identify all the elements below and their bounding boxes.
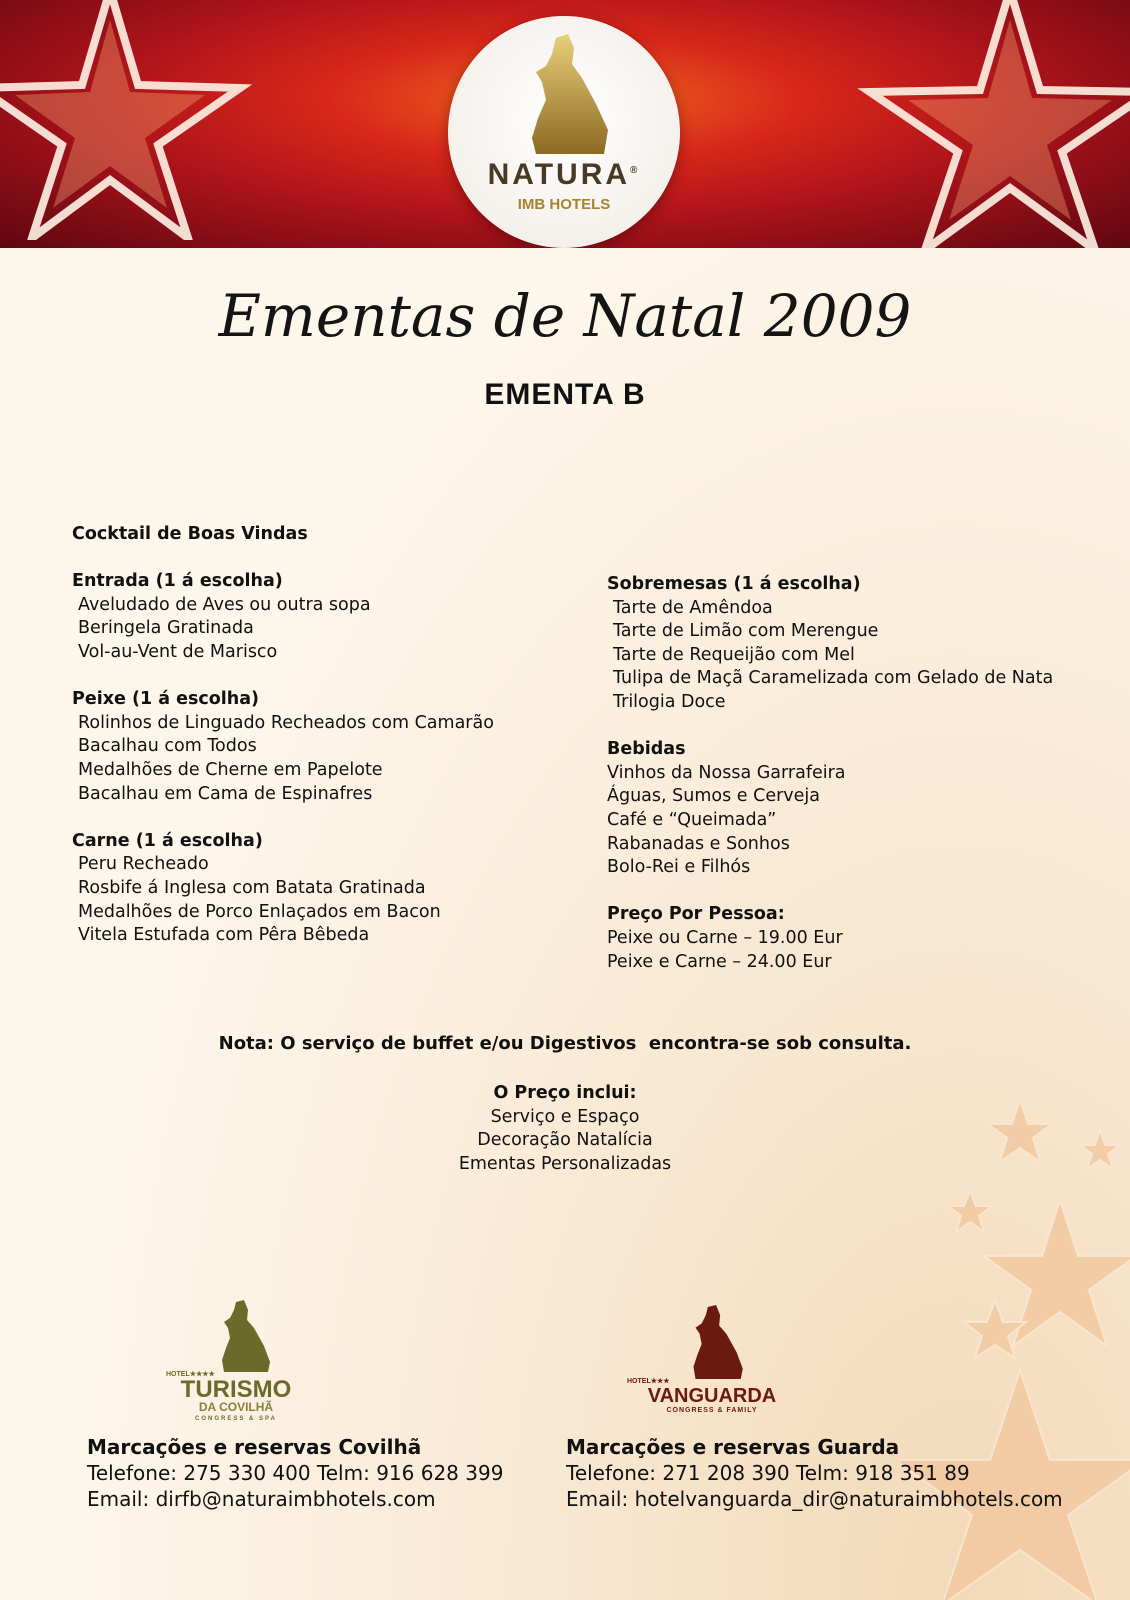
- menu-item: Aveludado de Aves ou outra sopa: [78, 594, 371, 615]
- menu-left-column: [72, 523, 572, 971]
- menu-item: Bacalhau em Cama de Espinafres: [78, 783, 373, 804]
- section-title: Carne (1 á escolha): [72, 830, 263, 851]
- service-note: Nota: O serviço de buffet e/ou Digestivos encontra-se sob consulta.: [218, 1033, 912, 1054]
- menu-item: Tulipa de Maçã Caramelizada com Gelado de Nata: [613, 668, 1054, 689]
- vanguarda-logo: [627, 1305, 797, 1430]
- menu-item: Beringela Gratinada: [78, 618, 254, 639]
- contact-title: Marcações e reservas Guarda: [566, 1435, 900, 1459]
- hotel-tagline: CONGRESS & SPA: [195, 1416, 277, 1422]
- menu-item: Peru Recheado: [78, 854, 209, 875]
- includes-title: O Preço inclui:: [493, 1083, 637, 1103]
- menu-item: Vinhos da Nossa Garrafeira: [607, 762, 846, 783]
- section-title: Peixe (1 á escolha): [72, 689, 260, 710]
- contact-email[interactable]: Email: hotelvanguarda_dir@naturaimbhotels.com: [566, 1487, 1063, 1511]
- menu-item: Bolo-Rei e Filhós: [607, 857, 751, 878]
- menu-item: Tarte de Amêndoa: [613, 597, 773, 618]
- section-title: Preço Por Pessoa:: [607, 904, 785, 925]
- natura-logo: [448, 16, 680, 248]
- contact-guarda: [566, 1434, 1063, 1512]
- contact-title: Marcações e reservas Covilhã: [87, 1435, 422, 1459]
- menu-item: Café e “Queimada”: [607, 809, 777, 830]
- hotel-name: TURISMO: [180, 1376, 292, 1403]
- price-line: Peixe e Carne – 24.00 Eur: [607, 951, 832, 972]
- menu-section-entrada: [72, 570, 572, 664]
- contact-phone: Telefone: 271 208 390 Telm: 918 351 89: [566, 1461, 970, 1485]
- menu-item: Vol-au-Vent de Marisco: [78, 641, 278, 662]
- menu-right-column: [607, 573, 1107, 998]
- star-decoration-left-icon: [0, 0, 260, 240]
- menu-item: Medalhões de Cherne em Papelote: [78, 759, 383, 780]
- hotel-stars-label: HOTEL★★★★: [166, 1371, 215, 1378]
- brand-name: NATURA®: [487, 158, 641, 191]
- menu-item: Tarte de Requeijão com Mel: [613, 644, 855, 665]
- contact-phone: Telefone: 275 330 400 Telm: 916 628 399: [87, 1461, 504, 1485]
- menu-item: Tarte de Limão com Merengue: [613, 621, 879, 642]
- menu-item: Trilogia Doce: [613, 691, 726, 712]
- menu-subtitle: EMENTA B: [484, 378, 646, 411]
- menu-item: Vitela Estufada com Pêra Bêbeda: [78, 925, 370, 946]
- hotel-tagline: CONGRESS & FAMILY: [666, 1407, 758, 1414]
- includes-item: Ementas Personalizadas: [458, 1153, 672, 1174]
- page-title: Ementas de Natal 2009: [218, 282, 912, 350]
- menu-item: Bacalhau com Todos: [78, 736, 257, 757]
- howling-wolf-icon: [516, 34, 612, 158]
- menu-section-preco: [607, 903, 1107, 974]
- menu-section-peixe: [72, 688, 572, 806]
- menu-item: Rosbife á Inglesa com Batata Gratinada: [78, 877, 426, 898]
- welcome-cocktail: Cocktail de Boas Vindas: [72, 524, 308, 544]
- contact-email[interactable]: Email: dirfb@naturaimbhotels.com: [87, 1487, 436, 1511]
- hotel-name: VANGUARDA: [647, 1385, 777, 1407]
- includes-item: Decoração Natalícia: [477, 1130, 653, 1151]
- star-decoration-right-icon: [850, 0, 1130, 248]
- section-title: Bebidas: [607, 739, 686, 760]
- menu-item: Rolinhos de Linguado Recheados com Camarão: [78, 712, 494, 733]
- price-line: Peixe ou Carne – 19.00 Eur: [607, 927, 843, 948]
- hotel-stars-label: HOTEL★★★: [627, 1378, 670, 1385]
- menu-section-bebidas: [607, 738, 1107, 880]
- section-title: Entrada (1 á escolha): [72, 571, 283, 592]
- hotel-city: DA COVILHÃ: [198, 1400, 274, 1414]
- menu-item: Medalhões de Porco Enlaçados em Bacon: [78, 901, 441, 922]
- turismo-covilha-logo: [166, 1300, 306, 1430]
- decorative-stars-icon: [900, 1090, 1130, 1600]
- menu-item: Rabanadas e Sonhos: [607, 833, 790, 854]
- brand-subtitle: IMB HOTELS: [517, 196, 611, 213]
- menu-section-sobremesas: [607, 573, 1107, 715]
- menu-item: Águas, Sumos e Cerveja: [607, 786, 820, 807]
- includes-item: Serviço e Espaço: [490, 1106, 640, 1127]
- howling-wolf-icon: [682, 1305, 746, 1379]
- header-banner: [0, 0, 1130, 248]
- menu-section-carne: [72, 830, 572, 948]
- howling-wolf-icon: [212, 1300, 272, 1372]
- section-title: Sobremesas (1 á escolha): [607, 574, 861, 594]
- contact-covilha: [87, 1434, 503, 1512]
